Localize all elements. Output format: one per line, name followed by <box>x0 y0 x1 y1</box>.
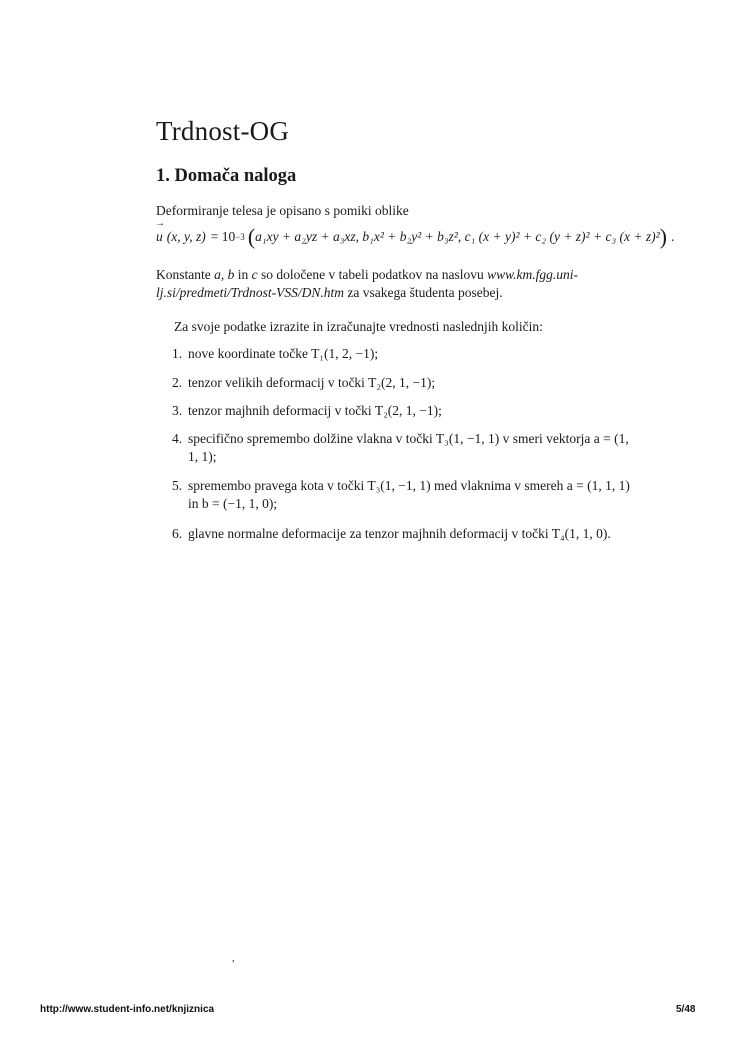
page-number: 5/48 <box>676 1004 696 1015</box>
page-title: Trdnost-OG <box>156 116 290 146</box>
list-item: 3. tenzor majhnih deformacij v točki T₂(2, 1, −1); <box>172 403 442 418</box>
formula-body: a₁xy + a₂yz + a₃xz, b₁x² + b₂y² + b₃z², c₁ (x + y)² + c₂ (y + z)² + c₃ (x + z)² <box>255 229 660 244</box>
formula-eq: = 10 <box>210 229 236 244</box>
section-heading: 1. Domača naloga <box>156 166 297 186</box>
list-item: 2. tenzor velikih deformacij v točki T₂(2, 1, −1); <box>172 375 436 390</box>
formula-args: (x, y, z) <box>166 229 206 244</box>
list-item: 4. specifično spremembo dolžine vlakna v točki T₃(1, −1, 1) v smeri vektorja a = (1, 1, 1); <box>172 431 629 464</box>
vector-u: → u <box>156 229 163 245</box>
footer-url[interactable]: http://www.student-info.net/knjiznica <box>40 1004 215 1015</box>
constants-paragraph: Konstante a, b in c so določene v tabeli podatkov na naslovu www.km.fgg.uni-lj.si/predmeti/Trdnost-VSS/DN.htm za vsakega študenta posebej. <box>156 267 578 300</box>
task-lead: Za svoje podatke izrazite in izračunajte vrednosti naslednjih količin: <box>174 319 543 334</box>
paren-open: ( <box>247 224 256 249</box>
intro-paragraph: Deformiranje telesa je opisano s pomiki oblike <box>156 203 409 218</box>
formula-dot: . <box>671 229 675 244</box>
scan-speck: , <box>232 953 235 964</box>
paren-close: ) <box>659 224 667 249</box>
displacement-formula <box>156 224 750 249</box>
formula-exp: −3 <box>235 232 245 242</box>
list-item: 5. spremembo pravega kota v točki T₃(1, −1, 1) med vlaknima v smereh a = (1, 1, 1) in b = (−1, 1, 0); <box>172 478 630 511</box>
course-url[interactable]: www.km.fgg.uni-lj.si/predmeti/Trdnost-VSS/DN.htm <box>156 267 578 300</box>
list-item: 1. nove koordinate točke T₁(1, 2, −1); <box>172 346 379 361</box>
list-item: 6. glavne normalne deformacije za tenzor majhnih deformacij v točki T₄(1, 1, 0). <box>172 526 611 541</box>
